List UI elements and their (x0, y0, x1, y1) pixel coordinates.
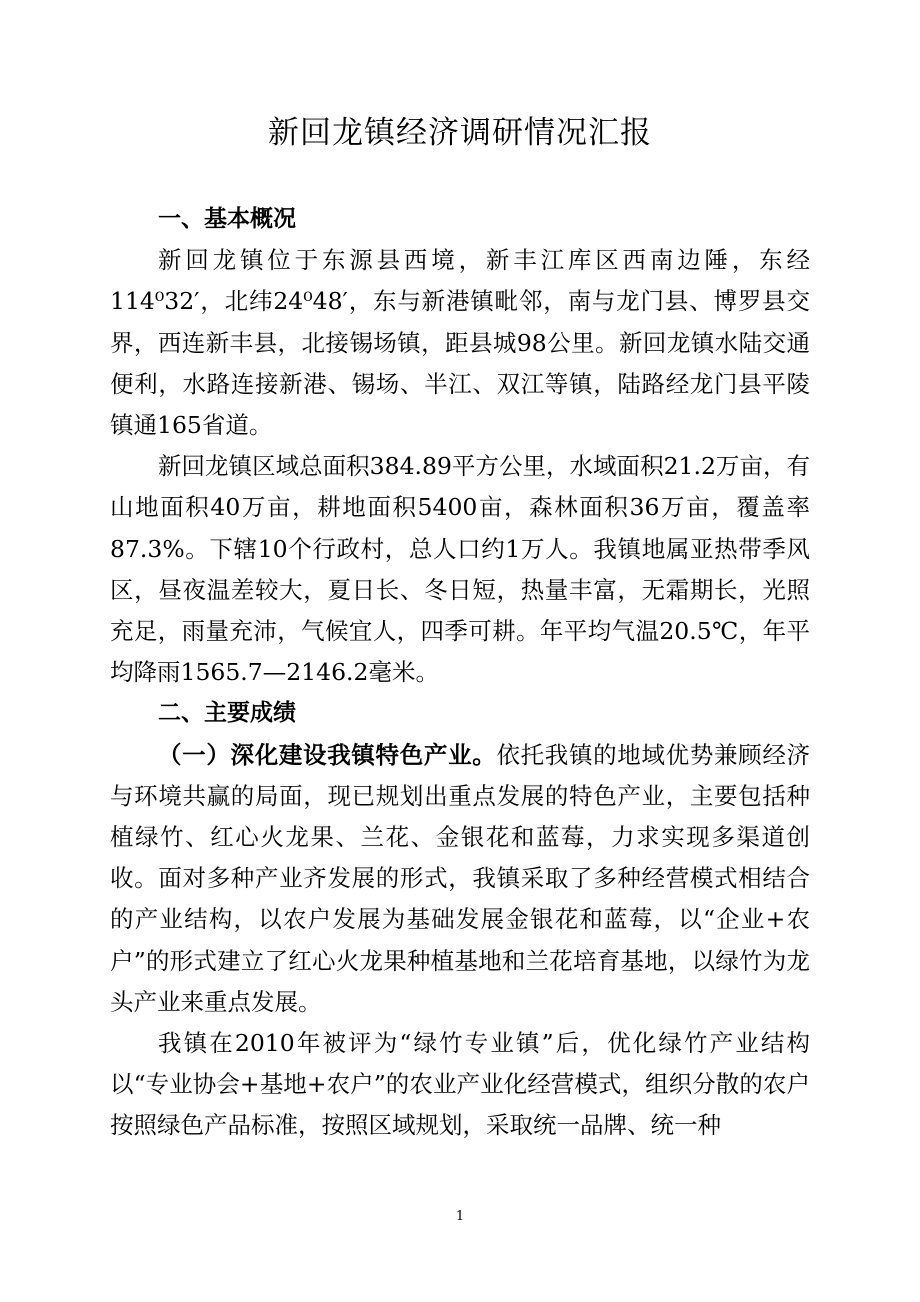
paragraph-area-climate: 新回龙镇区域总面积384.89平方公里，水域面积21.2万亩，有山地面积40万亩，耕地面积5400亩，森林面积36万亩，覆盖率87.3%。下辖10个行政村，总人口约1万人。我镇地属亚热带季风区，昼夜温差较大，夏日长、冬日短，热量丰富，无霜期长，光照充足，雨量充沛，气候宜人，四季可耕。年平均气温20.5℃，年平均降雨1565.7—2146.2毫米。 (110, 452, 810, 687)
document-title: 新回龙镇经济调研情况汇报 (268, 115, 652, 151)
page-number: 1 (455, 1209, 465, 1224)
item-body-text: 依托我镇的地域优势兼顾经济与环境共赢的局面，现已规划出重点发展的特色产业，主要包括种植绿竹、红心火龙果、兰花、金银花和蓝莓，力求实现多渠道创收。面对多种产业齐发展的形式，我镇采取了多种经营模式相结合的产业结构，以农户发展为基础发展金银花和蓝莓，以“企业+农户”的形式建立了红心火龙果种植基地和兰花培育基地，以绿竹为龙头产业来重点发展。 (110, 740, 811, 1016)
section-heading-main-achievements: 二、主要成绩 (158, 700, 296, 727)
item-lead-heading: （一）深化建设我镇特色产业。 (158, 740, 497, 769)
paragraph-characteristic-industry (110, 735, 810, 1023)
section-heading-basic-overview: 一、基本概况 (158, 206, 296, 232)
paragraph-bamboo-town: 我镇在2010年被评为“绿竹专业镇”后，优化绿竹产业结构以“专业协会+基地+农户”的农业产业化经营模式，组织分散的农户按照绿色产品标准，按照区域规划，采取统一品牌、统一种 (110, 1029, 810, 1140)
document-body (110, 199, 810, 1147)
paragraph-location: 新回龙镇位于东源县西境，新丰江库区西南边陲，东经114⁰32′，北纬24⁰48′，东与新港镇毗邻，南与龙门县、博罗县交界，西连新丰县，北接锡场镇，距县城98公里。新回龙镇水陆交通便利，水路连接新港、锡场、半江、双江等镇，陆路经龙门县平陵镇通165省道。 (110, 246, 810, 440)
